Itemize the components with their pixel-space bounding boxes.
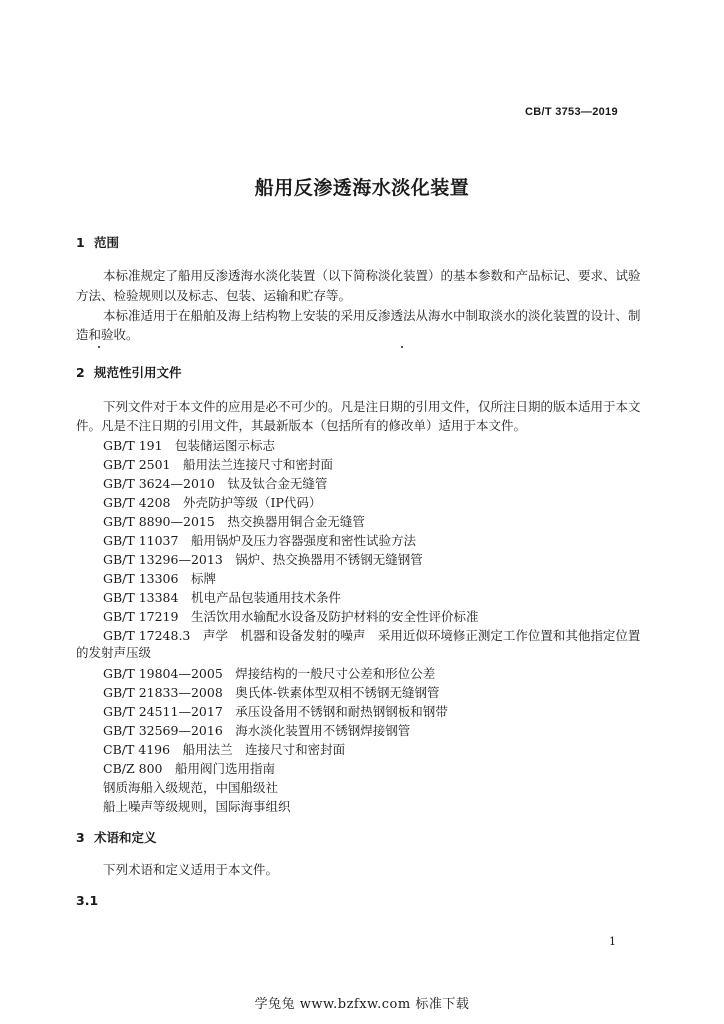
reference-item: GB/T 17219 生活饮用水输配水设备及防护材料的安全性评价标准 <box>103 609 479 624</box>
paragraph-line: 方法、检验规则以及标志、包装、运输和贮存等。 <box>76 288 352 303</box>
reference-item: GB/T 17248.3 声学 机器和设备发射的噪声 采用近似环境修正测定工作位置和其他指定位置 <box>103 628 641 643</box>
paragraph-line: 件。凡是不注日期的引用文件，其最新版本（包括所有的修改单）适用于本文件。 <box>76 418 527 433</box>
reference-item: GB/T 191 包装储运图示标志 <box>103 438 276 453</box>
section-title: 范围 <box>94 235 120 250</box>
section-number: 3 <box>76 830 85 845</box>
reference-item: GB/T 21833—2008 奥氏体-铁素体型双相不锈钢无缝钢管 <box>103 685 440 700</box>
reference-item: GB/T 3624—2010 钛及钛合金无缝管 <box>103 476 328 491</box>
footer-watermark: 学兔兔 www.bzfxw.com 标准下载 <box>254 997 470 1012</box>
section-number: 2 <box>76 365 85 380</box>
section-title: 术语和定义 <box>94 830 157 845</box>
reference-continuation: 的发射声压级 <box>76 645 152 660</box>
paragraph-line: 本标准规定了船用反渗透海水淡化装置（以下简称淡化装置）的基本参数和产品标记、要求、试验 <box>103 268 641 283</box>
section-2-heading <box>76 363 182 381</box>
section-3-heading <box>76 828 157 846</box>
reference-item: GB/T 19804—2005 焊接结构的一般尺寸公差和形位公差 <box>103 666 436 681</box>
scan-speck <box>98 346 100 348</box>
section-title: 规范性引用文件 <box>94 365 182 380</box>
page-number: 1 <box>609 935 616 948</box>
reference-item: GB/T 11037 船用锅炉及压力容器强度和密性试验方法 <box>103 533 416 548</box>
reference-item: GB/T 24511—2017 承压设备用不锈钢和耐热钢钢板和钢带 <box>103 704 448 719</box>
paragraph-line: 下列文件对于本文件的应用是必不可少的。凡是注日期的引用文件，仅所注日期的版本适用于本文 <box>103 399 641 414</box>
reference-item: GB/T 13296—2013 锅炉、热交换器用不锈钢无缝钢管 <box>103 552 423 567</box>
paragraph-line: 造和验收。 <box>76 327 139 342</box>
reference-item: GB/T 13384 机电产品包装通用技术条件 <box>103 590 341 605</box>
paragraph-line: 本标准适用于在船舶及海上结构物上安装的采用反渗透法从海水中制取淡水的淡化装置的设计、制 <box>103 308 641 323</box>
reference-item: CB/T 4196 船用法兰 连接尺寸和密封面 <box>103 742 346 757</box>
reference-item: GB/T 8890—2015 热交换器用铜合金无缝管 <box>103 514 365 529</box>
reference-item: GB/T 4208 外壳防护等级（IP代码） <box>103 495 322 510</box>
reference-item: GB/T 32569—2016 海水淡化装置用不锈钢焊接钢管 <box>103 723 411 738</box>
section-number: 1 <box>76 235 85 250</box>
reference-item: 钢质海船入级规范，中国船级社 <box>103 780 279 795</box>
scan-speck <box>401 346 403 348</box>
section-1-heading <box>76 233 119 251</box>
standard-code: CB/T 3753—2019 <box>525 106 618 118</box>
subsection-number: 3.1 <box>76 893 99 908</box>
reference-item: CB/Z 800 船用阀门选用指南 <box>103 761 275 776</box>
document-title: 船用反渗透海水淡化装置 <box>254 177 470 199</box>
paragraph-line: 下列术语和定义适用于本文件。 <box>103 862 279 877</box>
reference-item: 船上噪声等级规则，国际海事组织 <box>103 799 291 814</box>
reference-item: GB/T 2501 船用法兰连接尺寸和密封面 <box>103 457 334 472</box>
reference-item: GB/T 13306 标牌 <box>103 571 216 586</box>
